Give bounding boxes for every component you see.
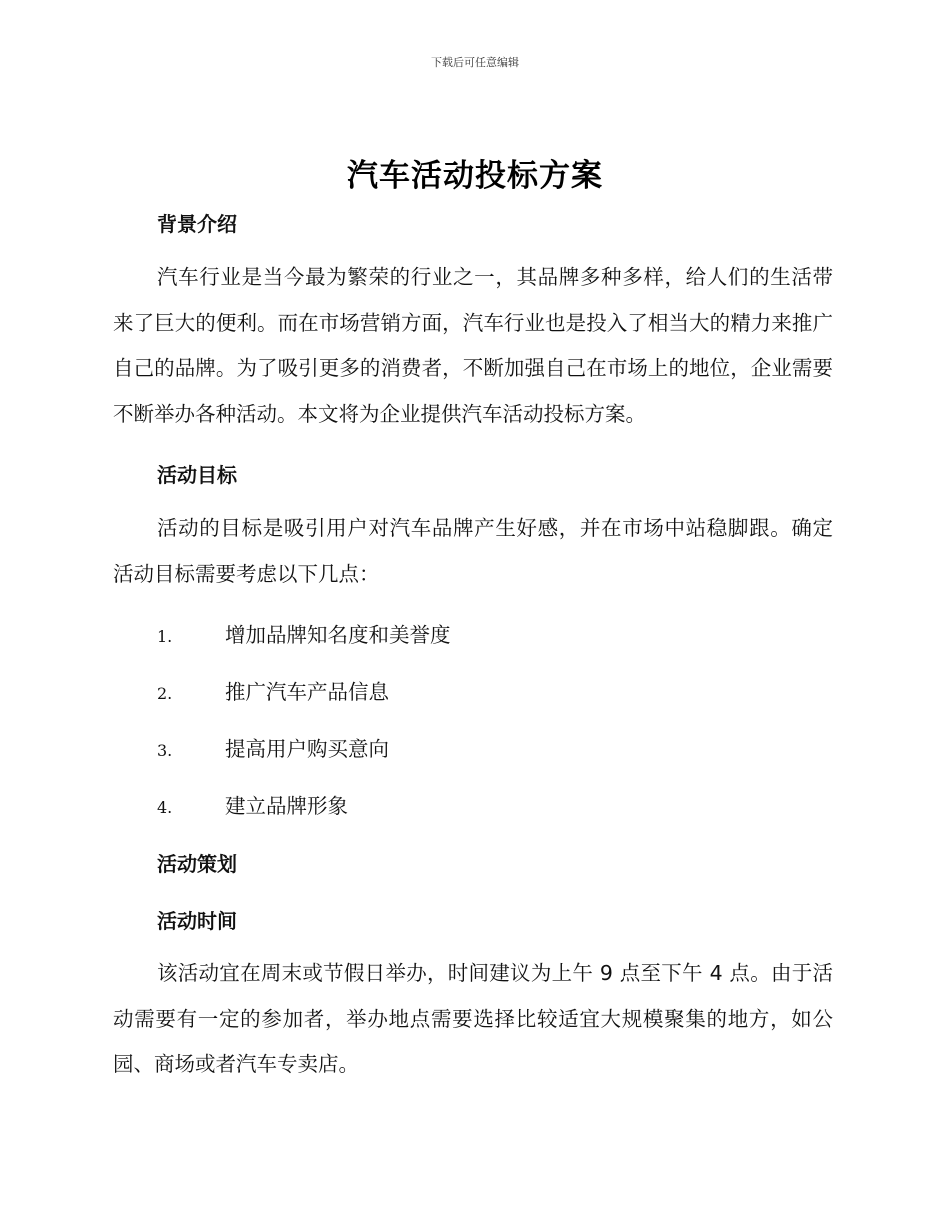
list-number: 3. — [157, 741, 173, 760]
list-item — [157, 789, 348, 819]
heading-planning: 活动策划 — [157, 852, 237, 876]
page-header-note: 下载后可任意编辑 — [431, 56, 519, 69]
document-title: 汽车活动投标方案 — [347, 158, 603, 194]
list-text: 建立品牌形象 — [225, 794, 348, 818]
heading-background: 背景介绍 — [157, 212, 237, 236]
list-text: 提高用户购买意向 — [225, 737, 389, 761]
paragraph-time: 该活动宜在周末或节假日举办，时间建议为上午 9 点至下午 4 点。由于活动需要有一定的参加者，举办地点需要选择比较适宜大规模聚集的地方，如公园、商场或者汽车专卖店。 — [113, 961, 833, 1076]
list-number: 1. — [157, 627, 173, 646]
list-item — [157, 732, 389, 762]
list-number: 4. — [157, 798, 173, 817]
heading-goals: 活动目标 — [157, 463, 237, 487]
list-item — [157, 618, 451, 648]
paragraph-goals: 活动的目标是吸引用户对汽车品牌产生好感，并在市场中站稳脚跟。确定活动目标需要考虑以下几点： — [113, 516, 833, 586]
list-item — [157, 675, 389, 705]
list-text: 增加品牌知名度和美誉度 — [225, 623, 451, 647]
list-text: 推广汽车产品信息 — [225, 680, 389, 704]
paragraph-background: 汽车行业是当今最为繁荣的行业之一，其品牌多种多样，给人们的生活带来了巨大的便利。而在市场营销方面，汽车行业也是投入了相当大的精力来推广自己的品牌。为了吸引更多的消费者，不断加强自己在市场上的地位，企业需要不断举办各种活动。本文将为企业提供汽车活动投标方案。 — [113, 265, 833, 426]
heading-time: 活动时间 — [157, 909, 237, 933]
list-number: 2. — [157, 684, 173, 703]
